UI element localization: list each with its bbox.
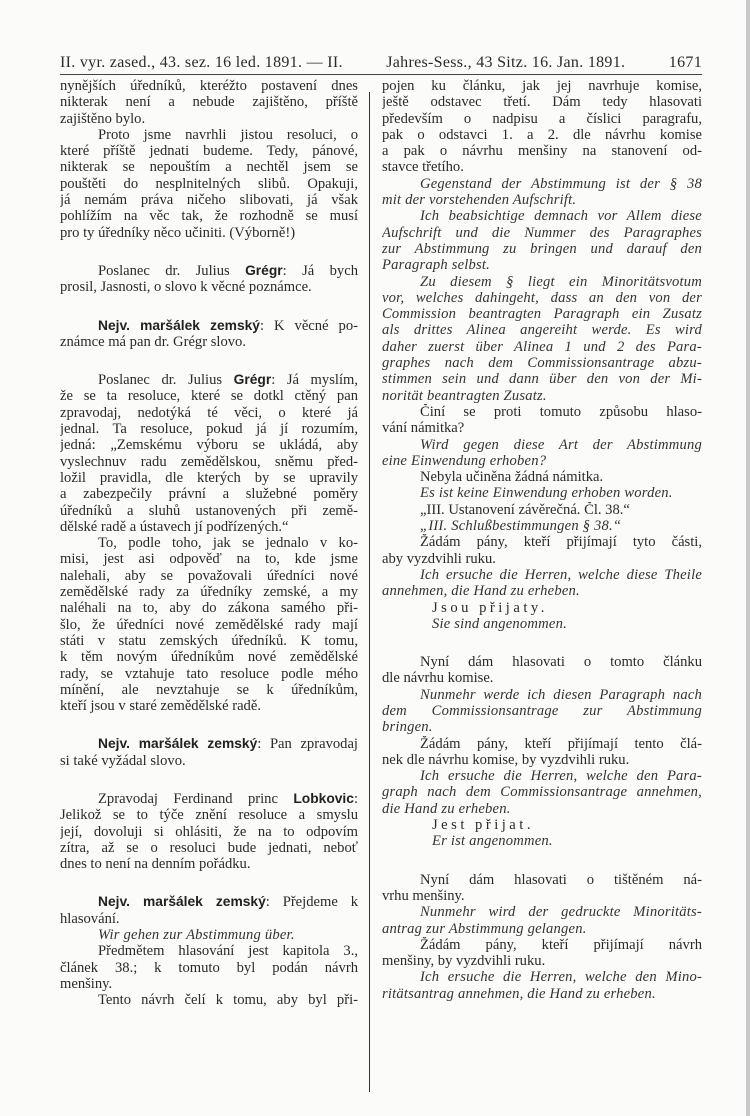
- paragraph: [60, 927, 358, 943]
- text-line: nek dle návrhu komise, by vyzdvihli ruku.: [382, 751, 630, 768]
- scan-edge: [746, 0, 750, 1116]
- text-line: ložil pravidla, dle kterých by se upravily: [60, 469, 358, 486]
- text-line: Es ist keine Einwendung erhoben worden.: [420, 485, 673, 502]
- text-line: Gegenstand der Abstimmung ist der § 38: [420, 175, 702, 192]
- text-line: především o nadpisu a číslici paragrafu,: [382, 110, 702, 127]
- text-line: Jest přijat.: [432, 817, 534, 834]
- text-line: Jsou přijaty.: [432, 599, 548, 616]
- text-line: že se ta resoluce, které se dotkl ctěný pan: [60, 388, 358, 405]
- paragraph: [382, 567, 702, 600]
- speaker-paragraph: [60, 263, 358, 296]
- paragraph: [60, 127, 358, 241]
- text-line: ještě odstavec třetí. Dám tedy hlasovati: [382, 94, 702, 111]
- left-column: [60, 78, 358, 1009]
- paragraph: [60, 78, 358, 127]
- speech-opening-line: [60, 791, 358, 807]
- text-line: jednal. Ta resoluce, pokud já jí rozumím,: [60, 421, 358, 438]
- text-line: Tento návrh čelí k tomu, aby byl při-: [98, 992, 358, 1009]
- paragraph: [382, 969, 702, 1002]
- text-line: pouštěti do nesplnitelných slibů. Opakuji,: [60, 175, 358, 192]
- speech-text: : Já bych: [282, 262, 358, 279]
- text-line: nikterak se nepouštím a nechtěl jsem se: [60, 159, 358, 176]
- paragraph: [382, 176, 702, 209]
- text-line: Aufschrift und die Nummer des Paragraphes: [382, 224, 702, 241]
- paragraph: [382, 687, 702, 736]
- text-line: die Hand zu erheben.: [382, 800, 511, 817]
- paragraph: [382, 404, 702, 437]
- paragraph: [382, 518, 702, 534]
- text-line: aby vyzdvihli ruku.: [382, 550, 496, 567]
- text-line: pro ty úředníky něco učiniti. (Výborně!): [60, 224, 296, 241]
- speech-text: : Přejdeme k: [265, 894, 358, 911]
- speech-opening-line: [60, 894, 358, 910]
- text-line: které příště jednati budeme. Tedy, pánové,: [60, 143, 358, 160]
- paragraph: [382, 937, 702, 970]
- text-line: pak o odstavci 1. a 2. dle návrhu komise: [382, 126, 702, 143]
- text-line: já nemám práva ničeho slibovati, já však: [60, 192, 358, 209]
- speaker-paragraph: [60, 372, 358, 535]
- text-line: stavce třetího.: [382, 159, 464, 176]
- text-line: „III. Schlußbestimmungen § 38.“: [420, 518, 622, 535]
- text-line: ritätsantrag annehmen, die Hand zu erheben.: [382, 985, 656, 1002]
- column-divider: [369, 92, 370, 1092]
- text-line: Žádám pány, kteří přijímají tento člá-: [420, 735, 702, 752]
- text-line: Jelikož se to týče znění resoluce a smyslu: [60, 807, 358, 824]
- text-line: Žádám pány, kteří přijímají tyto části,: [420, 534, 702, 551]
- text-line: norität beantragten Zusatz.: [382, 387, 547, 404]
- speech-opening-line: [60, 372, 358, 388]
- paragraph: [382, 817, 702, 833]
- text-line: graphes nach dem Commissionsantrage abzu-: [382, 355, 702, 372]
- paragraph: [382, 872, 702, 905]
- text-line: známce má pan dr. Grégr slovo.: [60, 333, 247, 350]
- speaker-paragraph: [60, 736, 358, 769]
- paragraph: [382, 274, 702, 404]
- text-line: eine Einwendung erhoben?: [382, 452, 547, 469]
- text-line: Činí se proti tomuto způsobu hlaso-: [420, 403, 702, 420]
- text-line: úředníků a sluhů ustanovených při země-: [60, 502, 358, 519]
- text-line: als drittes Alinea angereiht werde. Es wird: [382, 322, 702, 339]
- text-line: menšiny.: [60, 975, 113, 992]
- paragraph: [382, 768, 702, 817]
- header-german: Jahres-Sess., 43 Sitz. 16. Jan. 1891.: [386, 54, 626, 71]
- speech-text: : K věcné po-: [259, 317, 358, 334]
- text-line: bringen.: [382, 719, 433, 736]
- text-line: nalehali, aby se považovali úředníci nové: [60, 567, 358, 584]
- text-line: Proto jsme navrhli jistou resoluci, o: [98, 126, 358, 143]
- paragraph: [382, 654, 702, 687]
- text-line: To, podle toho, jak se jednalo v ko-: [98, 535, 358, 552]
- text-line: vyslechnuv radu zemědělskou, sněmu před-: [60, 453, 358, 470]
- speaker-name: Nejv. maršálek zemský: [98, 736, 258, 752]
- text-line: státi v statu zemských úředníků. K tomu,: [60, 632, 358, 649]
- paragraph: [382, 437, 702, 470]
- text-line: zajištěno bylo.: [60, 110, 146, 127]
- text-line: zemědělské rady za úředníky zemské, a my: [60, 584, 358, 601]
- text-line: Commission beantragten Paragraph ein Zusatz: [382, 306, 702, 323]
- speaker-name: Nejv. maršálek zemský: [98, 894, 266, 910]
- text-line: šlo, že úředníci nové zemědělské rady mají: [60, 616, 358, 633]
- text-line: Ich beabsichtige demnach vor Allem diese: [420, 208, 702, 225]
- text-line: nikterak není a nebude zajištěno, příště: [60, 94, 358, 111]
- speech-text: : Pan zpravodaj: [257, 736, 358, 753]
- text-line: Ich ersuche die Herren, welche den Mino-: [420, 969, 702, 986]
- paragraph: [60, 535, 358, 714]
- text-line: Nunmehr wird der gedruckte Minoritäts-: [420, 904, 702, 921]
- text-line: stimmen sein und dann über den von der Mi-: [382, 371, 702, 388]
- text-line: pohlížím na věc tak, že rozhodně se musí: [60, 208, 358, 225]
- text-line: vor, welches dahingeht, dass an den von der: [382, 289, 702, 306]
- text-line: Er ist angenommen.: [432, 833, 553, 850]
- text-line: zur Abstimmung zu bringen und darauf den: [382, 240, 702, 257]
- paragraph: [60, 992, 358, 1008]
- text-line: Žádám pány, kteří přijímají návrh: [420, 936, 702, 953]
- text-line: Paragraph selbst.: [382, 257, 490, 274]
- speech-text: Zpravodaj Ferdinand princ: [98, 790, 294, 807]
- text-line: zítra, až se o resoluci bude jednati, neboť: [60, 839, 358, 856]
- text-line: rady, se vztahuje tato resoluce podle mého: [60, 665, 358, 682]
- paragraph: [382, 833, 702, 849]
- page-number: 1671: [668, 54, 702, 71]
- speech-opening-line: [60, 263, 358, 279]
- text-line: Nyní dám hlasovati o tomto článku: [420, 654, 702, 671]
- text-line: menšiny, by vyzdvihli ruku.: [382, 953, 546, 970]
- text-line: dnes to není na denním pořádku.: [60, 856, 251, 873]
- text-line: Wird gegen diese Art der Abstimmung: [420, 436, 702, 453]
- text-line: její, dovoluji si ohlásiti, že na to odpovím: [60, 823, 358, 840]
- text-line: k těm novým úředníkům nové zemědělské: [60, 649, 358, 666]
- text-line: článek 38.; k tomuto byl podán návrh: [60, 959, 358, 976]
- speech-opening-line: [60, 318, 358, 334]
- text-line: jedná: „Zemskému výboru se ukládá, aby: [60, 437, 358, 454]
- speech-text: :: [353, 790, 358, 807]
- speech-text: : Já myslím,: [271, 372, 358, 389]
- paragraph: [382, 534, 702, 567]
- text-line: Ich ersuche die Herren, welche den Para-: [420, 768, 702, 785]
- right-column: [382, 78, 702, 1002]
- text-line: hlasování.: [60, 910, 120, 927]
- text-line: Ich ersuche die Herren, welche diese Theile: [420, 566, 702, 583]
- speech-opening-line: [60, 736, 358, 752]
- speaker-paragraph: [60, 791, 358, 872]
- paragraph: [382, 736, 702, 769]
- paragraph: [382, 904, 702, 937]
- paragraph: [382, 485, 702, 501]
- text-line: mínění, ale nevztahuje se k úředníkům,: [60, 681, 358, 698]
- paragraph: [382, 469, 702, 485]
- text-line: graph nach dem Commissionsantrage annehmen,: [382, 784, 702, 801]
- speaker-name: Nejv. maršálek zemský: [98, 317, 260, 333]
- text-line: dle návrhu komise.: [382, 670, 494, 687]
- paragraph: [382, 208, 702, 273]
- text-line: Nebyla učiněna žádná námitka.: [420, 469, 604, 486]
- speaker-paragraph: [60, 894, 358, 927]
- speech-text: Poslanec dr. Julius: [98, 372, 234, 389]
- paragraph: [382, 600, 702, 616]
- speaker-name: Grégr: [233, 372, 272, 388]
- text-line: prosil, Jasnosti, o slovo k věcné poznámce.: [60, 279, 312, 296]
- text-line: dem Commissionsantrage zur Abstimmung: [382, 702, 702, 719]
- text-line: Nyní dám hlasovati o tištěném ná-: [420, 871, 702, 888]
- speaker-paragraph: [60, 318, 358, 351]
- text-line: nynějších úředníků, kteréžto postavení dnes: [60, 78, 358, 94]
- text-line: Zu diesem § liegt ein Minoritätsvotum: [420, 273, 702, 290]
- text-line: Nunmehr werde ich diesen Paragraph nach: [420, 686, 702, 703]
- text-line: daher zuerst über Alinea 1 und 2 des Para-: [382, 338, 702, 355]
- paragraph: [382, 78, 702, 176]
- text-line: vrhu menšiny.: [382, 887, 465, 904]
- paragraph: [382, 616, 702, 632]
- paragraph: [60, 943, 358, 992]
- speech-text: Poslanec dr. Julius: [98, 262, 246, 279]
- text-line: Sie sind angenommen.: [432, 615, 567, 632]
- text-line: dělské radě a ústavech jí podřízených.“: [60, 518, 289, 535]
- text-line: si také vyžádal slovo.: [60, 752, 186, 769]
- text-line: misi, jest asi odpověď na to, kde jsme: [60, 551, 358, 568]
- text-line: zpravodaj, nedotýká té věci, o které já: [60, 404, 358, 421]
- header-czech: II. vyr. zased., 43. sez. 16 led. 1891. — II.: [60, 54, 343, 71]
- page-header: [60, 54, 702, 75]
- speaker-name: Grégr: [245, 262, 283, 278]
- text-line: a pak o návrhu menšiny na stanovení od-: [382, 143, 702, 160]
- text-line: antrag zur Abstimmung gelangen.: [382, 920, 587, 937]
- text-line: „III. Ustanovení závěrečná. Čl. 38.“: [420, 501, 630, 518]
- text-line: pojen ku článku, jak jej navrhuje komise,: [382, 78, 702, 94]
- text-line: Předmětem hlasování jest kapitola 3.,: [98, 943, 358, 960]
- text-line: a zabezpečily právní a služebné poměry: [60, 486, 358, 503]
- text-line: vání námitka?: [382, 420, 465, 437]
- text-line: annehmen, die Hand zu erheben.: [382, 583, 580, 600]
- text-line: naléhali na to, aby do zákona samého při-: [60, 600, 358, 617]
- paragraph: [382, 502, 702, 518]
- speaker-name: Lobkovic: [293, 790, 354, 806]
- text-line: kteří jsou v staré zemědělské radě.: [60, 698, 261, 715]
- text-line: Wir gehen zur Abstimmung über.: [98, 927, 295, 944]
- text-line: mit der vorstehenden Aufschrift.: [382, 192, 577, 209]
